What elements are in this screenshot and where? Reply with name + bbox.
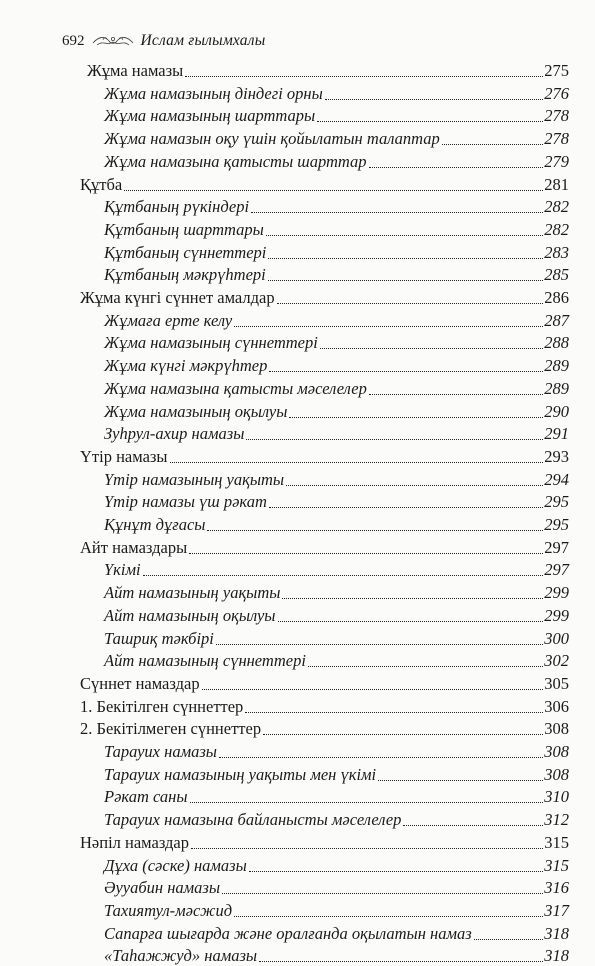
dot-leader xyxy=(124,190,543,191)
dot-leader xyxy=(251,212,543,213)
toc-entry-page: 318 xyxy=(544,923,569,943)
toc-entry xyxy=(104,376,569,399)
dot-leader xyxy=(207,530,543,531)
toc-entry-title: Рәкат саны xyxy=(104,787,188,807)
dot-leader xyxy=(268,258,543,259)
toc-entry-page: 315 xyxy=(544,855,569,875)
dot-leader xyxy=(216,644,543,645)
dot-leader xyxy=(308,666,543,667)
toc-entry-page: 308 xyxy=(544,719,569,739)
dot-leader xyxy=(403,825,543,826)
toc-entry-page: 289 xyxy=(544,378,569,398)
toc-entry-title: Құтбаның мәкрүһтері xyxy=(104,265,266,285)
toc-entry xyxy=(104,421,569,444)
toc-entry xyxy=(104,898,569,921)
toc-entry-title: Әууабин намазы xyxy=(104,878,221,898)
dot-leader xyxy=(190,802,544,803)
book-title: Ислам ғылымхалы xyxy=(140,32,266,49)
toc-entry-title: Айт намазының оқылуы xyxy=(104,605,276,625)
dot-leader xyxy=(234,326,543,327)
dot-leader xyxy=(143,575,544,576)
toc-entry xyxy=(104,353,569,376)
toc-entry-title: Жұма намазы xyxy=(87,61,184,80)
dot-leader xyxy=(191,848,543,849)
dot-leader xyxy=(219,757,543,758)
toc-entry xyxy=(104,580,569,603)
toc-entry-page: 286 xyxy=(544,288,569,307)
dot-leader xyxy=(234,916,543,917)
toc-entry-title: Құтбаның рүкіндері xyxy=(104,197,250,217)
toc-entry xyxy=(104,81,569,104)
toc-entry-page: 281 xyxy=(544,174,569,194)
toc-entry-title: «Таһажжуд» намазы xyxy=(104,946,258,966)
toc-entry-title: Дұха (сәске) намазы xyxy=(104,855,247,875)
toc-entry-page: 310 xyxy=(544,787,569,807)
toc-entry-title: Тарауих намазының уақыты мен үкімі xyxy=(104,764,377,784)
toc-entry-page: 315 xyxy=(544,832,569,852)
running-header xyxy=(62,32,265,50)
toc-entry-page: 299 xyxy=(544,605,569,625)
dot-leader xyxy=(189,553,543,554)
toc-entry xyxy=(104,557,569,580)
toc-entry-title: Жұмаға ерте келу xyxy=(104,310,233,330)
toc-entry-page: 297 xyxy=(544,537,569,557)
toc-entry-page: 308 xyxy=(544,764,569,784)
toc-entry-title: Тарауих намазы xyxy=(104,742,217,761)
toc-entry xyxy=(104,194,569,217)
toc-entry xyxy=(87,58,569,81)
toc-entry-title: Айт намазының сүннеттері xyxy=(104,651,306,671)
toc-entry xyxy=(80,172,569,195)
toc-entry-title: Үтір намазы xyxy=(80,446,168,466)
toc-entry xyxy=(104,512,569,535)
toc-entry-page: 297 xyxy=(544,560,569,580)
dot-leader xyxy=(259,961,543,962)
toc-entry xyxy=(80,671,569,694)
toc-entry xyxy=(104,807,569,830)
toc-entry xyxy=(104,399,569,422)
toc-entry-page: 289 xyxy=(544,356,569,376)
toc-entry-title: Үтір намазының уақыты xyxy=(104,469,285,489)
dot-leader xyxy=(170,462,544,463)
toc-entry-title: Тахиятул-мәсжид xyxy=(104,900,233,920)
toc-entry xyxy=(104,240,569,263)
toc-entry-page: 300 xyxy=(544,628,569,648)
toc-entry xyxy=(104,149,569,172)
toc-entry-title: Жұма намазының сүннеттері xyxy=(104,333,318,353)
toc-entry-page: 316 xyxy=(544,878,569,898)
toc-entry-page: 306 xyxy=(544,696,569,716)
toc-entry xyxy=(104,853,569,876)
toc-entry-page: 276 xyxy=(544,83,569,103)
dot-leader xyxy=(263,734,543,735)
dot-leader xyxy=(369,167,544,168)
toc-entry-page: 295 xyxy=(544,515,569,534)
toc-entry xyxy=(104,762,569,785)
dot-leader xyxy=(185,76,543,77)
toc-entry-page: 293 xyxy=(544,446,569,466)
toc-entry xyxy=(80,535,569,558)
dot-leader xyxy=(269,507,543,508)
toc-entry xyxy=(80,694,569,717)
toc-entry xyxy=(104,943,569,966)
toc-entry-title: Жұма намазының діндегі орны xyxy=(104,83,323,103)
toc-entry-page: 279 xyxy=(544,151,569,171)
toc-entry-page: 287 xyxy=(544,310,569,330)
toc-entry xyxy=(104,626,569,649)
toc-entry-page: 295 xyxy=(544,492,569,512)
page-number: 692 xyxy=(62,32,85,49)
toc-entry xyxy=(104,217,569,240)
toc-entry-title: Зуһрул-ахир намазы xyxy=(104,424,245,444)
toc-entry-title: Жұма намазын оқу үшін қойылатын талаптар xyxy=(104,129,440,149)
toc-entry-title: Айт намаздары xyxy=(80,537,188,557)
toc-entry-page: 317 xyxy=(544,900,569,920)
toc-entry xyxy=(104,603,569,626)
toc-entry-title: Құтбаның сүннеттері xyxy=(104,242,267,262)
toc-entry-title: Жұма намазының шарттары xyxy=(104,106,316,126)
dot-leader xyxy=(317,121,543,122)
toc-entry-page: 282 xyxy=(544,197,569,217)
toc-entry-page: 278 xyxy=(544,106,569,126)
toc-entry xyxy=(104,784,569,807)
toc-entry-title: Жұма күнгі мәкрүһтер xyxy=(104,356,268,376)
toc-entry-page: 288 xyxy=(544,333,569,353)
toc-entry-page: 318 xyxy=(544,946,569,966)
toc-entry xyxy=(104,875,569,898)
toc-entry-title: Үкімі xyxy=(104,560,141,580)
toc-entry-title: 1. Бекітілген сүннеттер xyxy=(80,696,244,716)
toc-entry-page: 299 xyxy=(544,583,569,603)
toc-entry-page: 308 xyxy=(544,742,569,761)
toc-entry xyxy=(80,716,569,739)
dot-leader xyxy=(246,439,543,440)
toc-entry xyxy=(104,103,569,126)
toc-entry-page: 312 xyxy=(544,810,569,830)
toc-entry-title: Тарауих намазына байланысты мәселелер xyxy=(104,810,402,830)
toc-entry xyxy=(80,444,569,467)
toc-entry xyxy=(104,308,569,331)
toc-entry-page: 283 xyxy=(544,242,569,262)
toc-entry-page: 290 xyxy=(544,401,569,421)
toc-entry-title: Жұма намазының оқылуы xyxy=(104,401,288,421)
dot-leader xyxy=(378,780,543,781)
dot-leader xyxy=(266,235,543,236)
toc-entry-title: Құнұт дұғасы xyxy=(104,515,206,534)
toc-entry-page: 275 xyxy=(544,61,569,80)
dot-leader xyxy=(269,371,543,372)
dot-leader xyxy=(278,621,544,622)
toc-entry-title: Сүннет намаздар xyxy=(80,673,200,693)
dot-leader xyxy=(289,417,543,418)
toc-entry-title: Нәпіл намаздар xyxy=(80,832,190,852)
dot-leader xyxy=(249,871,543,872)
toc-entry-title: 2. Бекітілмеген сүннеттер xyxy=(80,719,262,739)
dot-leader xyxy=(202,689,544,690)
dot-leader xyxy=(268,280,544,281)
dot-leader xyxy=(282,598,543,599)
toc-entry-title: Айт намазының уақыты xyxy=(104,583,281,603)
toc-entry-title: Ташриқ тәкбірі xyxy=(104,628,214,648)
toc-entry xyxy=(104,921,569,944)
toc-entry-title: Құтба xyxy=(80,174,123,194)
toc-entry xyxy=(104,489,569,512)
dot-leader xyxy=(442,144,544,145)
dot-leader xyxy=(325,99,543,100)
dot-leader xyxy=(245,712,543,713)
toc-entry-title: Үтір намазы үш рәкат xyxy=(104,492,267,512)
toc-entry-title: Құтбаның шарттары xyxy=(104,219,264,239)
floral-ornament-icon xyxy=(91,34,135,48)
toc-entry xyxy=(104,739,569,762)
toc-entry-page: 302 xyxy=(544,651,569,671)
toc-entry-page: 278 xyxy=(544,129,569,149)
dot-leader xyxy=(320,348,543,349)
toc-entry-page: 294 xyxy=(544,469,569,489)
toc-entry xyxy=(104,262,569,285)
toc-entry-title: Жұма күнгі сүннет амалдар xyxy=(80,288,275,307)
toc-entry-page: 282 xyxy=(544,219,569,239)
dot-leader xyxy=(474,939,544,940)
toc-entry-page: 291 xyxy=(544,424,569,444)
toc-entry xyxy=(104,126,569,149)
toc-entry xyxy=(104,330,569,353)
toc-entry xyxy=(104,467,569,490)
toc-entry-page: 285 xyxy=(544,265,569,285)
toc-entry-page: 305 xyxy=(544,673,569,693)
toc-entry xyxy=(80,285,569,308)
toc-entry xyxy=(104,648,569,671)
toc-entry-title: Жұма намазына қатысты шарттар xyxy=(104,151,367,171)
dot-leader xyxy=(286,485,543,486)
toc-entry xyxy=(80,830,569,853)
dot-leader xyxy=(277,303,544,304)
dot-leader xyxy=(369,394,543,395)
toc-entry-title: Жұма намазына қатысты мәселелер xyxy=(104,378,367,398)
toc-entry-title: Сапарға шығарда және оралғанда оқылатын намаз xyxy=(104,923,472,943)
dot-leader xyxy=(222,893,543,894)
